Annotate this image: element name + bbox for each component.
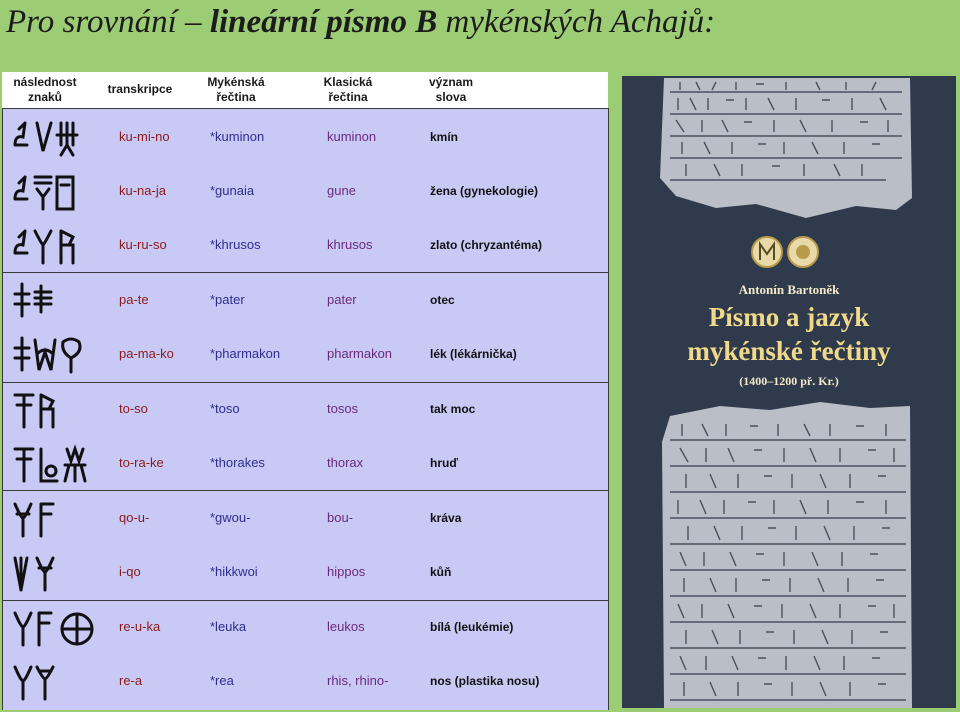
translit-cell: qo-u- [119, 510, 150, 525]
table-row [3, 382, 609, 436]
classical-cell: pharmakon [327, 346, 393, 361]
meaning-cell: lék (lékárnička) [430, 347, 517, 361]
translit-cell: ku-ru-so [119, 237, 167, 252]
linear-b-signs [11, 223, 107, 267]
table-row [3, 110, 609, 164]
table-row [3, 327, 609, 381]
mycenaean-cell: *rea [210, 673, 234, 688]
meaning-cell: kůň [430, 565, 452, 579]
table-row [3, 164, 609, 218]
translit-cell: i-qo [119, 564, 141, 579]
linear-b-signs [11, 387, 107, 431]
translit-cell: re-a [119, 673, 143, 688]
tablet-top-image [656, 78, 918, 222]
classical-cell: pater [327, 292, 357, 307]
header-translit: transkripce [107, 82, 173, 96]
table-row [3, 654, 609, 708]
classical-cell: bou- [327, 510, 354, 525]
title-bold: lineární písmo B [209, 4, 438, 40]
mycenaean-cell: *kuminon [210, 129, 265, 144]
tablet-bottom-image [660, 402, 918, 708]
linear-b-signs [11, 550, 107, 594]
meaning-cell: kmín [430, 130, 459, 144]
book-author: Antonín Bartoněk [738, 282, 840, 297]
translit-cell: to-so [119, 401, 148, 416]
title-suffix: mykénských Achajů: [437, 4, 716, 40]
mycenaean-cell: *toso [210, 401, 240, 416]
table-row [3, 273, 609, 327]
title-prefix: Pro srovnání – [6, 4, 210, 40]
meaning-cell: kráva [430, 511, 462, 525]
book-title-line2: mykénské řečtiny [687, 336, 891, 366]
meaning-cell: bílá (leukémie) [430, 620, 514, 634]
classical-cell: hippos [327, 564, 366, 579]
meaning-cell: hruď [430, 456, 458, 470]
classical-cell: gune [327, 183, 356, 198]
linear-b-signs [11, 169, 107, 213]
slide-title [6, 2, 715, 42]
table-row [3, 600, 609, 654]
translit-cell: ku-mi-no [119, 129, 170, 144]
mycenaean-cell: *pater [210, 292, 245, 307]
linear-b-signs [11, 441, 107, 485]
table-body [2, 108, 608, 710]
book-cover [622, 76, 956, 708]
classical-cell: leukos [327, 619, 365, 634]
header-mycenaean: Mykénská řečtina [207, 75, 265, 104]
linear-b-signs [11, 496, 107, 540]
header-classical: Klasická řečtina [323, 75, 373, 104]
table-row [3, 491, 609, 545]
linear-b-signs [11, 278, 107, 322]
table-header [2, 72, 608, 108]
classical-cell: kuminon [327, 129, 377, 144]
publisher-logos [750, 234, 820, 270]
meaning-cell: nos (plastika nosu) [430, 674, 540, 688]
translit-cell: re-u-ka [119, 619, 161, 634]
meaning-cell: tak moc [430, 402, 476, 416]
linear-b-signs [11, 332, 107, 376]
mycenaean-cell: *leuka [210, 619, 247, 634]
linear-b-signs [11, 659, 107, 703]
classical-cell: khrusos [327, 237, 373, 252]
mycenaean-cell: *gunaia [210, 183, 255, 198]
table-row [3, 545, 609, 599]
book-title-line1: Písmo a jazyk [708, 302, 870, 332]
translit-cell: ku-na-ja [119, 183, 166, 198]
classical-cell: thorax [327, 455, 364, 470]
mycenaean-cell: *pharmakon [210, 346, 281, 361]
classical-cell: tosos [327, 401, 359, 416]
table-row [3, 436, 609, 490]
table-row [3, 218, 609, 272]
meaning-cell: zlato (chryzantéma) [430, 238, 543, 252]
book-cover-image [618, 72, 960, 712]
comparison-table [2, 72, 608, 710]
meaning-cell: otec [430, 293, 455, 307]
mycenaean-cell: *gwou- [210, 510, 251, 525]
book-dates: (1400–1200 př. Kr.) [739, 374, 839, 388]
mycenaean-cell: *thorakes [210, 455, 265, 470]
linear-b-signs [11, 115, 107, 159]
classical-cell: rhis, rhino- [327, 673, 389, 688]
translit-cell: pa-te [119, 292, 149, 307]
translit-cell: to-ra-ke [119, 455, 164, 470]
header-meaning: význam slova [428, 75, 474, 104]
mycenaean-cell: *khrusos [210, 237, 261, 252]
meaning-cell: žena (gynekologie) [430, 184, 539, 198]
header-signs: následnost znaků [13, 75, 77, 104]
mycenaean-cell: *hikkwoi [210, 564, 258, 579]
linear-b-signs [11, 605, 107, 649]
translit-cell: pa-ma-ko [119, 346, 174, 361]
